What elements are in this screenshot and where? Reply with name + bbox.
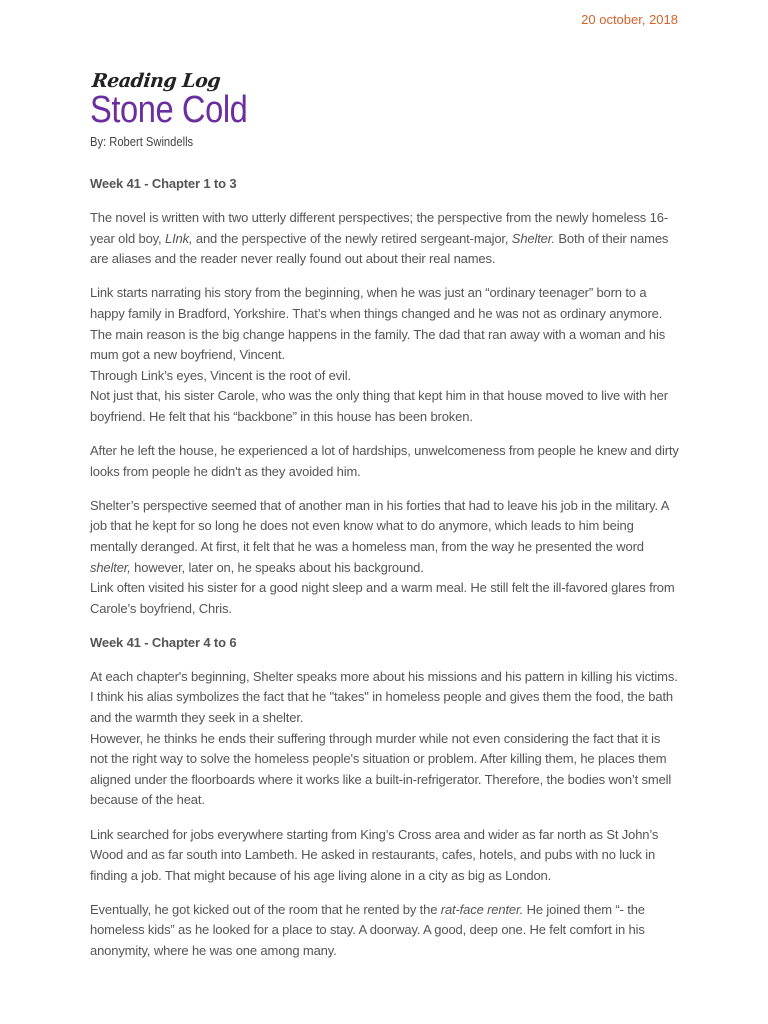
paragraph-2 bbox=[90, 283, 680, 427]
paragraph-7-renter: rat-face renter. bbox=[440, 901, 524, 917]
paragraph-1-text-a: The novel is written with two utterly different perspectives; the perspective from the newly homeless 16-year old boy, bbox=[90, 210, 668, 246]
paragraph-7 bbox=[90, 900, 680, 962]
paragraph-5-text-b: However, he thinks he ends their suffering through murder while not even considering the fact that it is not the right way to solve the homeless people's situation or problem. After killing them, he places them aligned under the floorboards where it works like a built-in-refrigerator. Therefore, the bodies won’t smell because of the heat. bbox=[90, 730, 672, 808]
paragraph-5-text-a: At each chapter's beginning, Shelter speaks more about his missions and his pattern in killing his victims. I think his alias symbolizes the fact that he "takes" in homeless people and gives them the food, the bath and the warmth they seek in a shelter. bbox=[90, 668, 678, 726]
paragraph-2-text-b: Through Link’s eyes, Vincent is the root of evil. bbox=[90, 367, 351, 383]
paragraph-6: Link searched for jobs everywhere starting from King’s Cross area and wider as far north as St John’s Wood and as far south into Lambeth. He asked in restaurants, cafes, hotels, and pubs with no luck in finding a job. That might because of his age living alone in a city as big as London. bbox=[90, 826, 659, 883]
document-header bbox=[90, 70, 680, 149]
document-body bbox=[90, 174, 680, 975]
paragraph-2-text-c: Not just that, his sister Carole, who was the only thing that kept him in that house moved to live with her boyfriend. He felt that his “backbone” in this house has been broken. bbox=[90, 388, 668, 424]
paragraph-3: After he left the house, he experienced a lot of hardships, unwelcomeness from people he knew and dirty looks from people he didn't as they avoided him. bbox=[90, 443, 679, 479]
section-heading-week-1: Week 41 - Chapter 1 to 3 bbox=[90, 176, 237, 191]
paragraph-1-link-name: LInk, bbox=[164, 230, 193, 246]
paragraph-1-shelter-name: Shelter. bbox=[511, 230, 555, 246]
section-heading-week-2: Week 41 - Chapter 4 to 6 bbox=[90, 634, 237, 650]
paragraph-4-text-a: Shelter’s perspective seemed that of another man in his forties that had to leave his job in the military. A job that he kept for so long he does not even know what to do anymore, which leads to him being mentally deranged. At first, it felt that he was a homeless man, from the way he presented the word bbox=[90, 497, 669, 554]
paragraph-4-text-c: Link often visited his sister for a good night sleep and a warm meal. He still felt the ill-favored glares from Carole’s boyfriend, Chris. bbox=[90, 580, 675, 616]
paragraph-1 bbox=[90, 208, 680, 270]
paragraph-1-text-b: and the perspective of the newly retired sergeant-major, bbox=[192, 230, 512, 246]
paragraph-1-text-c: Both of their names are aliases and the reader never really found out about their real names. bbox=[90, 230, 669, 267]
paragraph-4 bbox=[90, 496, 680, 620]
paragraph-7-text-a: Eventually, he got kicked out of the room that he rented by the bbox=[90, 901, 441, 917]
document-date: 20 october, 2018 bbox=[581, 12, 678, 27]
book-title: Stone Cold bbox=[90, 89, 248, 131]
paragraph-5 bbox=[90, 667, 680, 811]
author-line: By: Robert Swindells bbox=[90, 134, 194, 149]
reading-log-label: Reading Log bbox=[90, 70, 222, 92]
paragraph-4-text-b: however, later on, he speaks about his background. bbox=[130, 559, 424, 575]
paragraph-7-text-b: He joined them “- the homeless kids” as he looked for a place to stay. A doorway. A good, deep one. He felt comfort in his anonymity, where he was one among many. bbox=[90, 901, 645, 958]
paragraph-4-shelter-word: shelter, bbox=[90, 559, 131, 575]
paragraph-2-text-a: Link starts narrating his story from the beginning, when he was just an “ordinary teenager” born to a happy family in Bradford, Yorkshire. That’s when things changed and he was not as ordinary anymore. The main reason is the big change happens in the family. The dad that ran away with a woman and his mum got a new boyfriend, Vincent. bbox=[90, 285, 666, 363]
